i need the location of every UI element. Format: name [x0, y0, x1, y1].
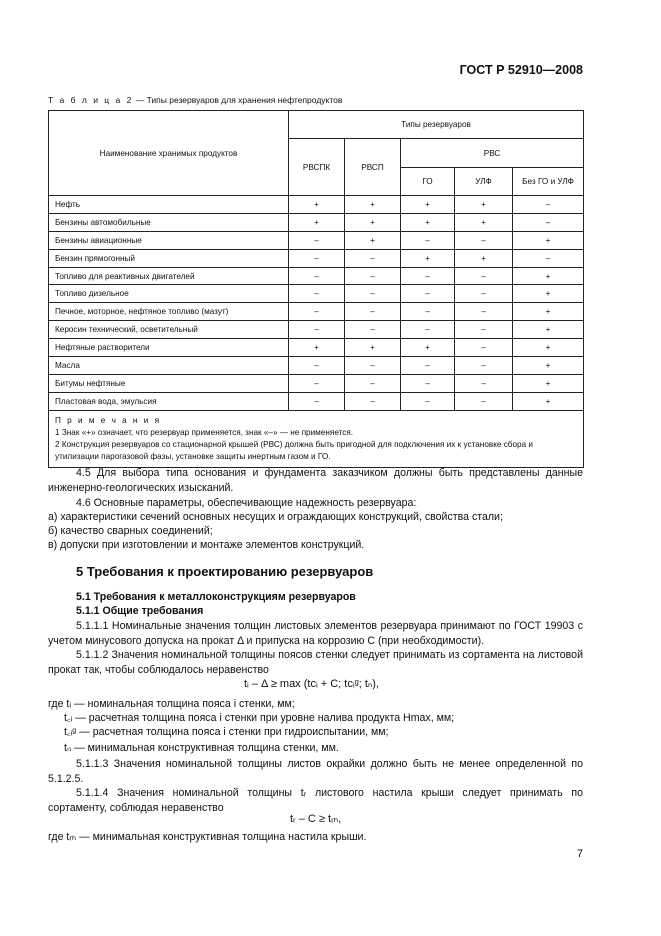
applicability-cell: +: [513, 267, 584, 285]
applicability-cell: –: [455, 285, 513, 303]
applicability-cell: –: [289, 357, 345, 375]
product-name-cell: Бензины авиационные: [49, 231, 289, 249]
table-caption: [48, 95, 342, 105]
applicability-cell: –: [455, 374, 513, 392]
table-row: [49, 303, 584, 321]
table-row: [49, 339, 584, 357]
applicability-cell: –: [401, 231, 455, 249]
applicability-cell: +: [345, 196, 401, 214]
where-trh: где tᵣₕ — минимальная конструктивная толщина настила крыши.: [48, 831, 367, 843]
applicability-cell: –: [289, 392, 345, 410]
where-tn: tₙ — минимальная конструктивная толщина стенки, мм.: [64, 742, 339, 754]
applicability-cell: –: [513, 249, 584, 267]
applicability-cell: –: [289, 231, 345, 249]
subsection-5-1-1-title: 5.1.1 Общие требования: [76, 605, 204, 617]
header-rvs: РВС: [401, 139, 584, 168]
applicability-cell: –: [345, 249, 401, 267]
note-1: 1 Знак «+» означает, что резервуар применяется, знак «–» — не применяется.: [55, 427, 354, 437]
applicability-cell: +: [401, 196, 455, 214]
applicability-cell: –: [345, 267, 401, 285]
applicability-cell: +: [401, 339, 455, 357]
applicability-cell: –: [401, 321, 455, 339]
header-rvsp: РВСП: [345, 139, 401, 196]
applicability-cell: –: [289, 285, 345, 303]
applicability-cell: –: [289, 249, 345, 267]
applicability-cell: –: [455, 392, 513, 410]
applicability-cell: –: [401, 267, 455, 285]
applicability-cell: –: [345, 285, 401, 303]
note-2: 2 Конструкция резервуаров со стационарной крышей (РВС) должна быть пригодной для подключения их к установке сбора и утилизации парогазовой фазы, установке защиты инертным газом и ГО.: [55, 439, 534, 461]
applicability-cell: –: [455, 267, 513, 285]
applicability-cell: +: [345, 231, 401, 249]
header-no-go-ulf: Без ГО и УЛФ: [513, 168, 584, 196]
applicability-cell: +: [401, 249, 455, 267]
applicability-cell: –: [513, 213, 584, 231]
applicability-cell: +: [513, 339, 584, 357]
paragraph-4-6: 4.6 Основные параметры, обеспечивающие надежность резервуара:: [76, 497, 417, 509]
section-5-title: 5 Требования к проектированию резервуаров: [76, 564, 374, 579]
applicability-cell: +: [401, 213, 455, 231]
applicability-cell: +: [345, 213, 401, 231]
table-row: [49, 249, 584, 267]
table-caption-title: — Типы резервуаров для хранения нефтепродуктов: [133, 95, 343, 105]
table-row: [49, 267, 584, 285]
where-ti: где tᵢ — номинальная толщина пояса i стенки, мм;: [48, 698, 295, 710]
table-row: [49, 213, 584, 231]
where-tcig: t꜀ᵢᵍ — расчетная толщина пояса i стенки при гидроиспытании, мм;: [64, 726, 389, 738]
paragraph-5-1-1-4: 5.1.1.4 Значения номинальной толщины tᵣ листового настила крыши следует принимать по сортаменту, соблюдая неравенство: [48, 787, 583, 814]
header-go: ГО: [401, 168, 455, 196]
document-code: ГОСТ Р 52910—2008: [459, 63, 583, 77]
table-row: [49, 231, 584, 249]
paragraph-5-1-1-2: 5.1.1.2 Значения номинальной толщины поясов стенки следует принимать из сортамента на листовой прокат так, чтобы соблюдалось неравенство: [48, 649, 583, 676]
applicability-cell: –: [289, 267, 345, 285]
paragraph-4-6-c: в) допуски при изготовлении и монтаже элементов конструкций.: [48, 539, 365, 551]
product-name-cell: Масла: [49, 357, 289, 375]
applicability-cell: –: [345, 357, 401, 375]
product-name-cell: Битумы нефтяные: [49, 374, 289, 392]
table-row: [49, 392, 584, 410]
table-row: [49, 196, 584, 214]
product-name-cell: Керосин технический, осветительный: [49, 321, 289, 339]
applicability-cell: +: [513, 285, 584, 303]
header-ulf: УЛФ: [455, 168, 513, 196]
paragraph-4-5: 4.5 Для выбора типа основания и фундамента заказчиком должны быть представлены данные инженерно-геологических изысканий.: [48, 467, 583, 494]
paragraph-4-6-a: а) характеристики сечений основных несущих и ограждающих конструкций, свойства стали;: [48, 511, 503, 523]
applicability-cell: –: [455, 231, 513, 249]
applicability-cell: –: [455, 321, 513, 339]
applicability-cell: –: [345, 374, 401, 392]
applicability-cell: –: [513, 196, 584, 214]
product-name-cell: Нефть: [49, 196, 289, 214]
table-caption-prefix: Т а б л и ц а 2: [48, 95, 134, 105]
applicability-cell: +: [289, 213, 345, 231]
applicability-cell: –: [401, 392, 455, 410]
applicability-cell: –: [401, 357, 455, 375]
applicability-cell: +: [513, 321, 584, 339]
product-name-cell: Топливо дизельное: [49, 285, 289, 303]
applicability-cell: –: [401, 303, 455, 321]
header-rvspk: РВСПК: [289, 139, 345, 196]
applicability-cell: –: [289, 303, 345, 321]
subsection-5-1-title: 5.1 Требования к металлоконструкциям резервуаров: [76, 591, 356, 603]
applicability-cell: +: [513, 374, 584, 392]
applicability-cell: –: [345, 392, 401, 410]
product-name-cell: Топливо для реактивных двигателей: [49, 267, 289, 285]
formula-roof-thickness: tᵣ – C ≥ tᵣₕ,: [290, 813, 342, 825]
where-tci: t꜀ᵢ — расчетная толщина пояса i стенки при уровне налива продукта Hmax, мм;: [64, 712, 455, 724]
applicability-cell: +: [455, 213, 513, 231]
applicability-cell: +: [513, 357, 584, 375]
paragraph-5-1-1-1: 5.1.1.1 Номинальные значения толщин листовых элементов резервуара принимают по ГОСТ 19903 с учетом минусового допуска на прокат Δ и припуска на коррозию C (при необходимости).: [48, 620, 583, 647]
product-name-cell: Пластовая вода, эмульсия: [49, 392, 289, 410]
applicability-cell: –: [455, 357, 513, 375]
applicability-cell: +: [289, 196, 345, 214]
header-tank-types: Типы резервуаров: [289, 111, 584, 139]
table-row: [49, 357, 584, 375]
applicability-cell: –: [455, 303, 513, 321]
table-row: [49, 285, 584, 303]
table-row: [49, 374, 584, 392]
applicability-cell: +: [513, 303, 584, 321]
tank-types-table: [48, 110, 584, 468]
paragraph-4-6-b: б) качество сварных соединений;: [48, 525, 213, 537]
applicability-cell: –: [401, 374, 455, 392]
table-notes: [49, 410, 584, 467]
product-name-cell: Нефтяные растворители: [49, 339, 289, 357]
applicability-cell: +: [455, 196, 513, 214]
applicability-cell: –: [345, 321, 401, 339]
applicability-cell: –: [455, 339, 513, 357]
applicability-cell: +: [289, 339, 345, 357]
applicability-cell: –: [401, 285, 455, 303]
header-product-name: Наименование хранимых продуктов: [49, 111, 289, 196]
applicability-cell: –: [345, 303, 401, 321]
applicability-cell: –: [289, 374, 345, 392]
applicability-cell: +: [513, 231, 584, 249]
product-name-cell: Печное, моторное, нефтяное топливо (мазут): [49, 303, 289, 321]
notes-title: П р и м е ч а н и я: [55, 415, 162, 425]
paragraph-5-1-1-3: 5.1.1.3 Значения номинальной толщины листов окрайки должно быть не менее определенной по 5.1.2.5.: [48, 758, 583, 785]
applicability-cell: +: [513, 392, 584, 410]
formula-wall-thickness: tᵢ – Δ ≥ max (tᴄᵢ + C; tᴄᵢᵍ; tₙ),: [244, 678, 379, 690]
product-name-cell: Бензины автомобильные: [49, 213, 289, 231]
product-name-cell: Бензин прямогонный: [49, 249, 289, 267]
page-number: 7: [576, 848, 583, 860]
table-row: [49, 321, 584, 339]
applicability-cell: +: [455, 249, 513, 267]
applicability-cell: –: [289, 321, 345, 339]
applicability-cell: +: [345, 339, 401, 357]
